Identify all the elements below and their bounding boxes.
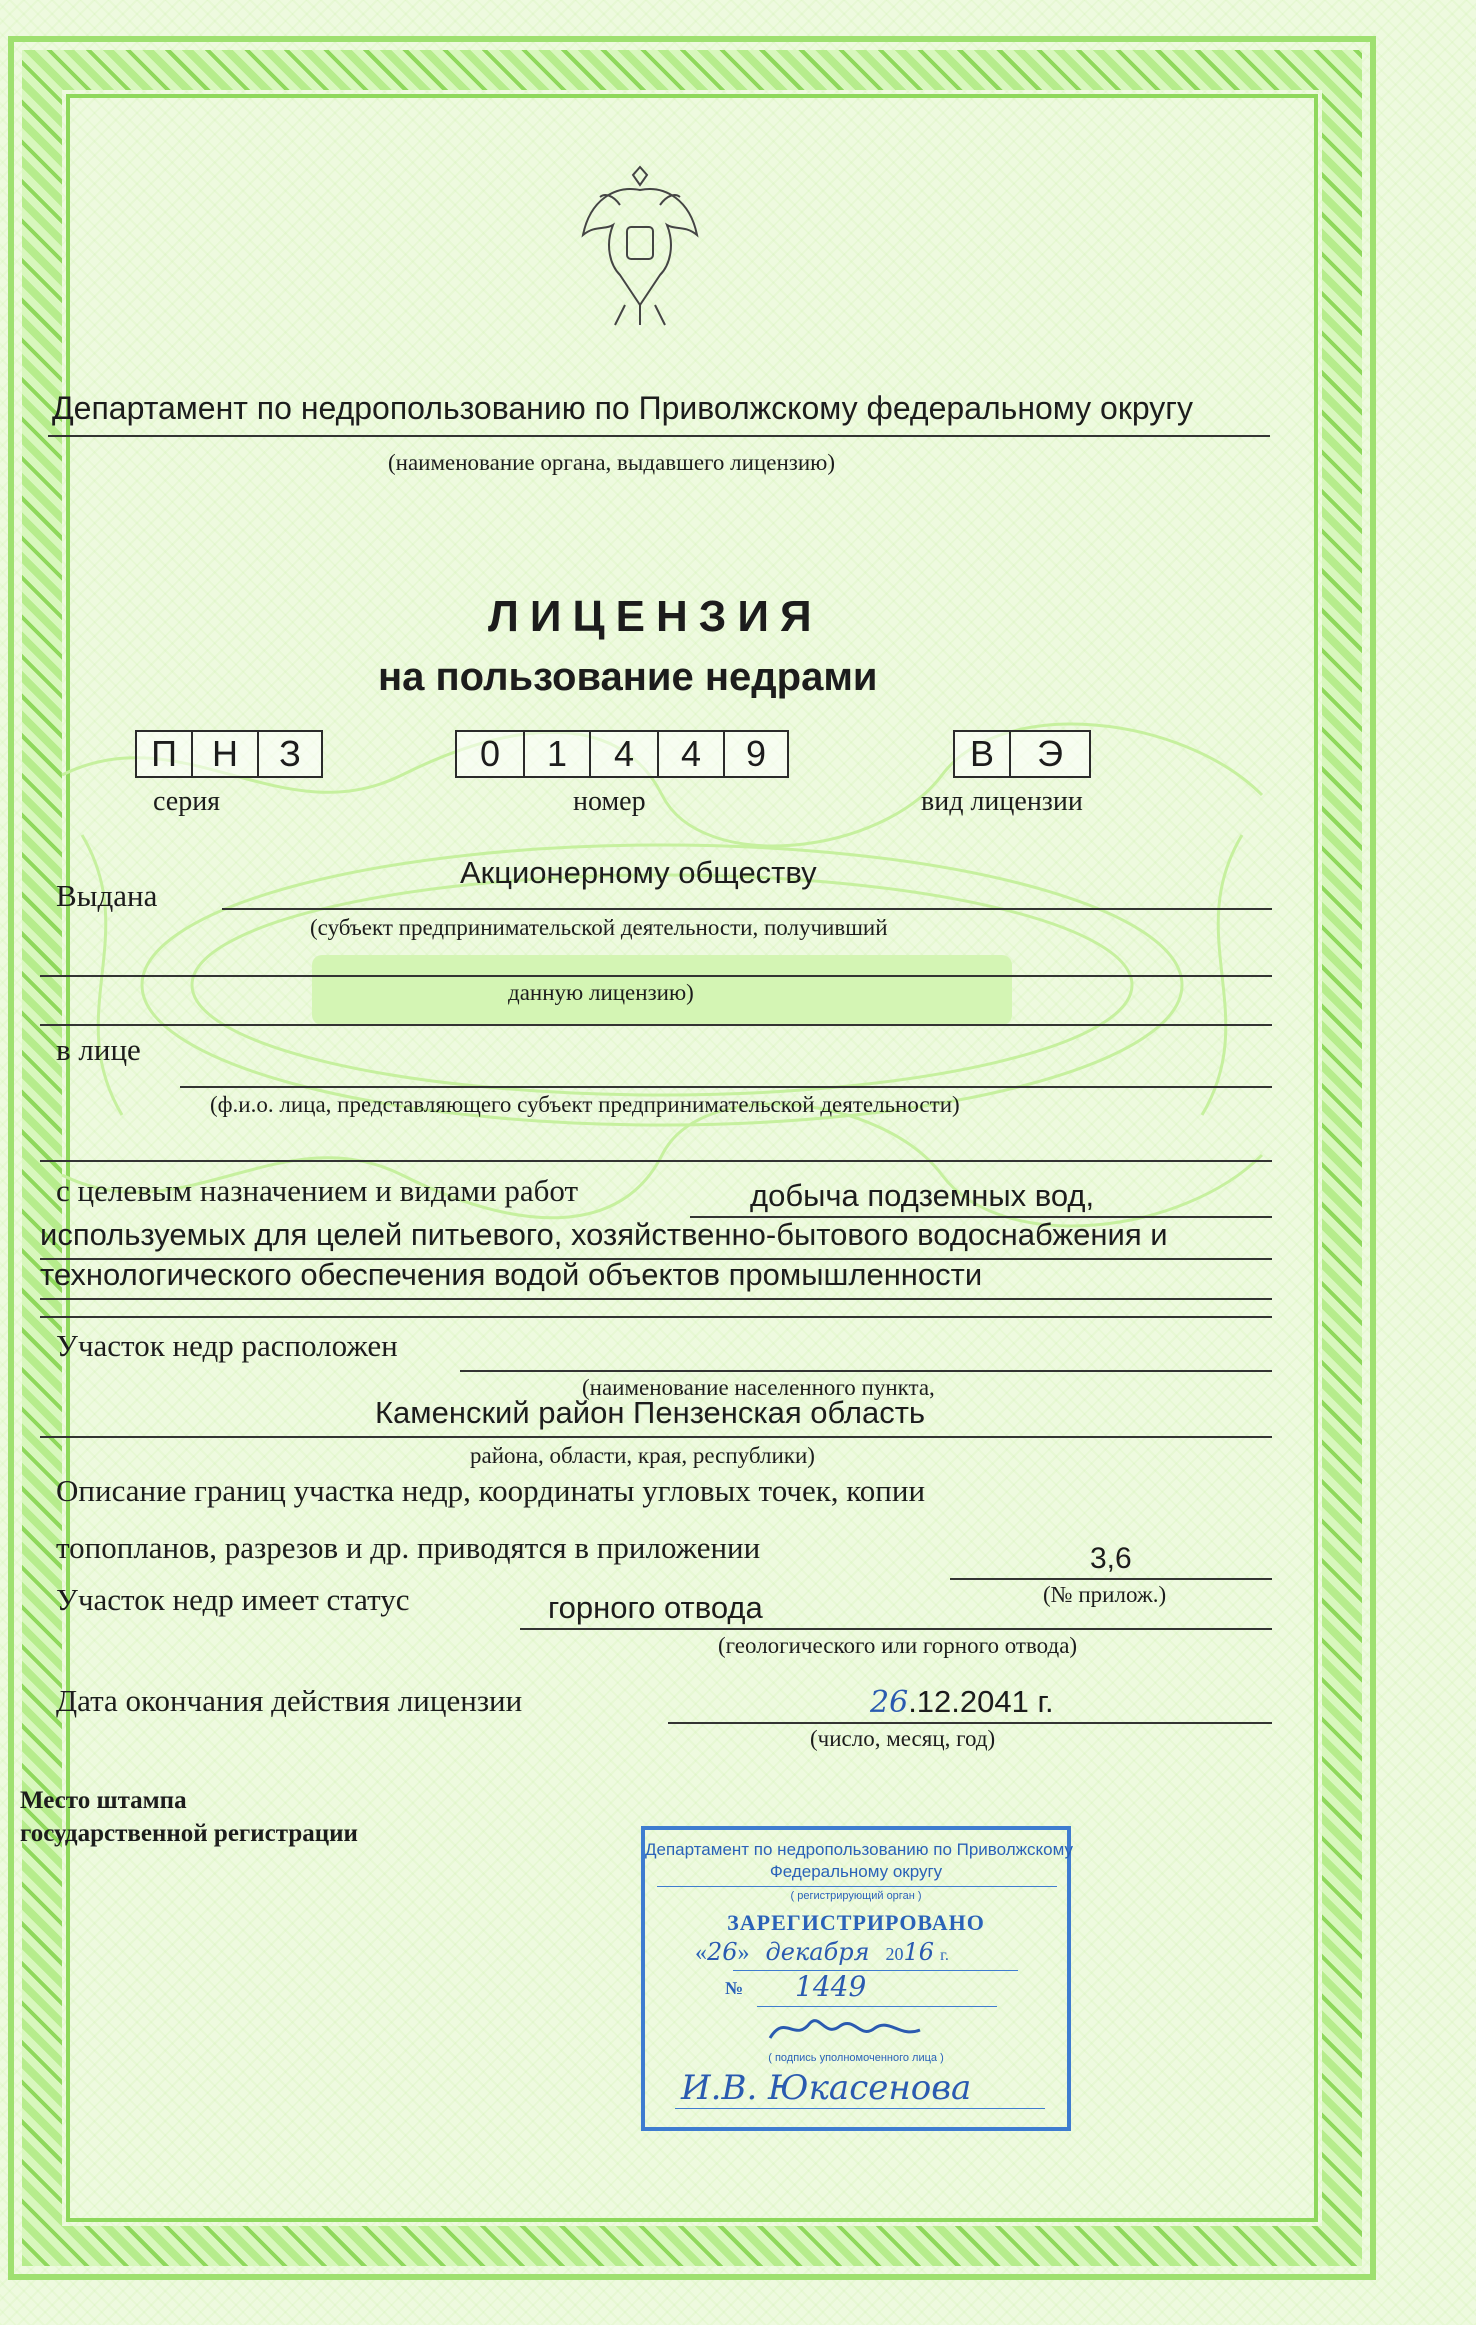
issued-underline-2: [40, 975, 1272, 977]
expiry-caption: (число, месяц, год): [810, 1726, 996, 1751]
authority-caption: (наименование органа, выдавшего лицензию): [388, 450, 836, 475]
represented-caption: (ф.и.о. лица, представляющего субъект предпринимательской деятельности): [210, 1092, 960, 1117]
stamp-rule: [733, 1970, 1018, 1971]
status-value: горного отвода: [548, 1590, 763, 1625]
stamp-year-suffix: 16: [903, 1938, 935, 1966]
stamp-signature-icon: [765, 2008, 925, 2048]
number-label: номер: [573, 786, 646, 817]
stamp-date: «26» декабря 2016 г.: [695, 1938, 949, 1966]
issued-caption-1: (субъект предпринимательской деятельности, получивший: [310, 915, 888, 940]
expiry-label: Дата окончания действия лицензии: [56, 1683, 523, 1718]
stamp-rule: [757, 2006, 997, 2007]
stamp-signature-caption: ( подпись уполномоченного лица ): [768, 2052, 944, 2064]
appendix-value: 3,6: [1090, 1542, 1132, 1575]
location-underline-2: [40, 1436, 1272, 1438]
description-line-2: топопланов, разрезов и др. приводятся в приложении: [56, 1530, 761, 1565]
location-value: Каменский район Пензенская область: [375, 1395, 926, 1430]
represented-underline: [180, 1086, 1272, 1088]
status-caption: (геологического или горного отвода): [718, 1633, 1078, 1658]
registration-stamp: [641, 1826, 1071, 2131]
purpose-label: с целевым назначением и видами работ: [56, 1173, 579, 1208]
stamp-rule: [675, 2108, 1045, 2109]
stamp-place-label-2: государственной регистрации: [20, 1820, 358, 1847]
appendix-caption: (№ прилож.): [1043, 1582, 1167, 1607]
stamp-org-line-1: Департамент по недропользованию по Приволжскому: [645, 1840, 1073, 1859]
expiry-underline: [668, 1722, 1272, 1724]
stamp-number-value: 1449: [795, 1970, 867, 2003]
description-line-1: Описание границ участка недр, координаты угловых точек, копии: [56, 1473, 926, 1508]
series-cell: Н: [191, 730, 259, 778]
series-label: серия: [153, 786, 221, 817]
license-type-label: вид лицензии: [921, 786, 1083, 817]
blank-line: [40, 1024, 1272, 1026]
number-cell: 1: [523, 730, 591, 778]
issued-value: Акционерному обществу: [460, 855, 817, 890]
number-cell: 0: [455, 730, 525, 778]
purpose-underline-3: [40, 1298, 1272, 1300]
expiry-day: 26: [870, 1685, 909, 1720]
series-cell: П: [135, 730, 193, 778]
expiry-month-year: .12.2041 г.: [908, 1684, 1054, 1719]
stamp-month: декабря: [765, 1938, 870, 1966]
number-cell: 4: [657, 730, 725, 778]
blank-line: [40, 1316, 1272, 1318]
location-caption-2: района, области, края, республики): [470, 1443, 815, 1468]
status-label: Участок недр имеет статус: [56, 1582, 410, 1617]
location-caption-1: (наименование населенного пункта,: [582, 1375, 935, 1400]
coat-of-arms-icon: [575, 165, 705, 330]
document-subtitle: на пользование недрами: [378, 655, 878, 699]
stamp-day: 26: [707, 1938, 738, 1966]
stamp-org-line-2: Федеральному округу: [769, 1862, 943, 1881]
stamp-number-label: №: [725, 1978, 744, 1998]
license-type-cell: В: [953, 730, 1011, 778]
stamp-place-label-1: Место штампа: [20, 1787, 187, 1814]
location-label: Участок недр расположен: [56, 1328, 398, 1363]
issued-underline: [222, 908, 1272, 910]
expiry-date: [870, 1684, 1054, 1720]
authority-underline: [48, 435, 1270, 437]
appendix-underline: [950, 1578, 1272, 1580]
represented-label: в лице: [56, 1032, 141, 1067]
location-underline-1: [460, 1370, 1272, 1372]
issuing-authority-name: Департамент по недропользованию по Приволжскому федеральному округу: [52, 390, 1193, 426]
stamp-signer: И.В. Юкасенова: [681, 2068, 972, 2108]
license-type-cell: Э: [1009, 730, 1091, 778]
purpose-line-2: используемых для целей питьевого, хозяйственно-бытового водоснабжения и: [40, 1217, 1168, 1252]
purpose-line-1: добыча подземных вод,: [750, 1178, 1095, 1213]
status-underline: [520, 1628, 1272, 1630]
issued-label: Выдана: [56, 878, 158, 913]
series-cell: З: [257, 730, 323, 778]
number-cell: 9: [723, 730, 789, 778]
number-cell: 4: [589, 730, 659, 778]
stamp-year-unit: г.: [940, 1947, 949, 1964]
purpose-line-3: технологического обеспечения водой объектов промышленности: [40, 1257, 983, 1292]
issued-caption-2: данную лицензию): [508, 980, 694, 1005]
document-title: ЛИЦЕНЗИЯ: [488, 592, 823, 641]
stamp-org-caption: ( регистрирующий орган ): [790, 1890, 922, 1902]
stamp-registered: ЗАРЕГИСТРИРОВАНО: [727, 1910, 985, 1935]
stamp-year-prefix: 20: [885, 1944, 904, 1964]
blank-line: [40, 1160, 1272, 1162]
stamp-rule: [657, 1886, 1057, 1887]
